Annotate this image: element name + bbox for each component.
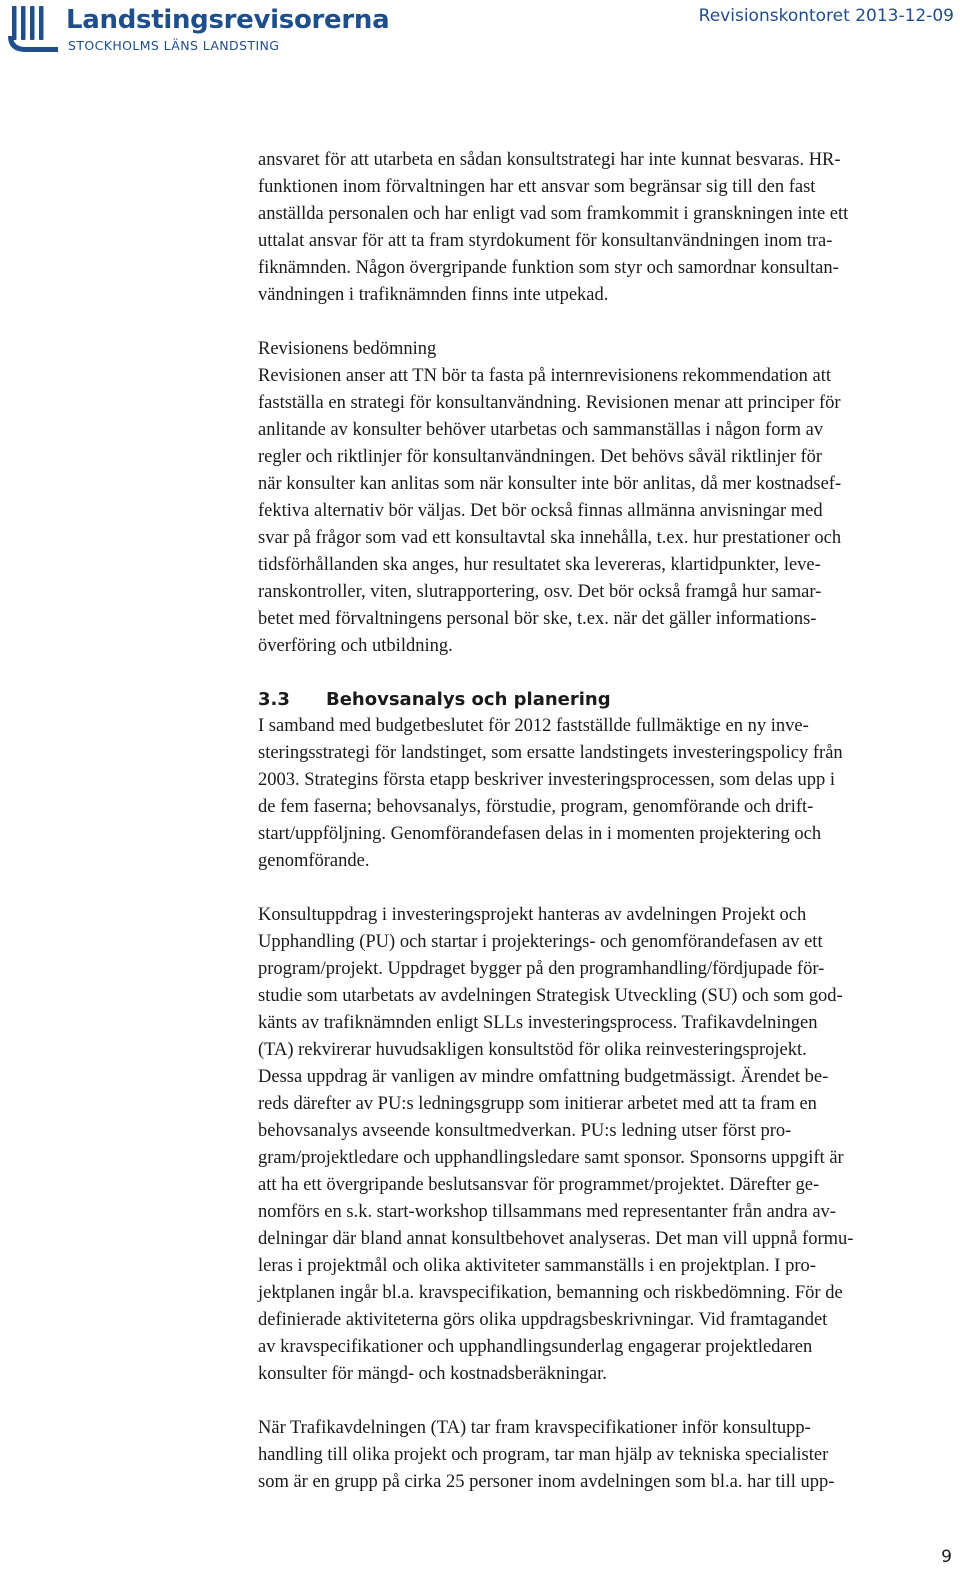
- text-line: att ha ett övergripande beslutsansvar för programmet/projektet. Därefter ge-: [258, 1175, 820, 1195]
- text-line: steringsstrategi för landstinget, som ersatte landstingets investeringspolicy från: [258, 743, 843, 763]
- text-line: 2003. Strategins första etapp beskriver investeringsprocessen, som delas upp i: [258, 770, 835, 790]
- text-line: uttalat ansvar för att ta fram styrdokument för konsultanvändningen inom tra-: [258, 231, 833, 251]
- text-line: jektplanen ingår bl.a. kravspecifikation, bemanning och riskbedömning. För de: [258, 1283, 843, 1303]
- text-line: tidsförhållanden ska anges, hur resultatet ska levereras, klartidpunkter, leve-: [258, 555, 821, 575]
- text-line: fiknämnden. Någon övergripande funktion som styr och samordnar konsultan-: [258, 258, 839, 278]
- text-line: överföring och utbildning.: [258, 636, 453, 656]
- text-line: behovsanalys avseende konsultmedverkan. PU:s ledning utser först pro-: [258, 1121, 792, 1141]
- text-line: Dessa uppdrag är vanligen av mindre omfattning budgetmässigt. Ärendet be-: [258, 1067, 829, 1087]
- paragraph-investment-strategy: [258, 713, 958, 875]
- assessment-title: Revisionens bedömning: [258, 339, 437, 359]
- text-line: (TA) rekvirerar huvudsakligen konsultstöd för olika reinvesteringsprojekt.: [258, 1040, 807, 1060]
- text-line: vändningen i trafiknämnden finns inte utpekad.: [258, 285, 609, 305]
- page-number: 9: [941, 1547, 952, 1567]
- paragraph-revision-assessment: [258, 336, 958, 660]
- text-line: av kravspecifikationer och upphandlingsunderlag engagerar projektledaren: [258, 1337, 813, 1357]
- text-line: definierade aktiviteterna görs olika uppdragsbeskrivningar. Vid framtagandet: [258, 1310, 828, 1330]
- document-body: [258, 147, 958, 1496]
- landstinget-logo-icon: [6, 6, 60, 54]
- text-line: Revisionen anser att TN bör ta fasta på internrevisionens rekommendation att: [258, 366, 831, 386]
- section-number: 3.3: [258, 689, 290, 710]
- text-line: När Trafikavdelningen (TA) tar fram kravspecifikationer inför konsultupp-: [258, 1418, 811, 1438]
- text-line: handling till olika projekt och program, tar man hjälp av tekniska specialister: [258, 1445, 829, 1465]
- text-line: funktionen inom förvaltningen har ett ansvar som begränsar sig till den fast: [258, 177, 816, 197]
- text-line: de fem faserna; behovsanalys, förstudie, program, genomförande och drift-: [258, 797, 814, 817]
- paragraph-consultant-strategy: [258, 147, 958, 309]
- office-date: Revisionskontoret 2013-12-09: [698, 6, 954, 26]
- text-line: ranskontroller, viten, slutrapportering, osv. Det bör också framgå hur samar-: [258, 582, 822, 602]
- text-line: Konsultuppdrag i investeringsprojekt hanteras av avdelningen Projekt och: [258, 905, 807, 925]
- text-line: studie som utarbetats av avdelningen Strategisk Utveckling (SU) och som god-: [258, 986, 843, 1006]
- text-line: program/projekt. Uppdraget bygger på den programhandling/fördjupade för-: [258, 959, 825, 979]
- text-line: svar på frågor som vad ett konsultavtal ska innehålla, t.ex. hur prestationer och: [258, 528, 842, 548]
- text-line: som är en grupp på cirka 25 personer inom avdelningen som bl.a. har till upp-: [258, 1472, 835, 1492]
- text-line: betet med förvaltningens personal bör ske, t.ex. när det gäller informations-: [258, 609, 817, 629]
- section-title: Behovsanalys och planering: [326, 689, 611, 710]
- text-line: anställda personalen och har enligt vad som framkommit i granskningen inte ett: [258, 204, 849, 224]
- org-subtitle: STOCKHOLMS LÄNS LANDSTING: [68, 38, 280, 53]
- text-line: reds därefter av PU:s ledningsgrupp som initierar arbetet med att ta fram en: [258, 1094, 817, 1114]
- section-heading: [258, 687, 958, 713]
- text-line: känts av trafiknämnden enligt SLLs investeringsprocess. Trafikavdelningen: [258, 1013, 818, 1033]
- text-line: när konsulter kan anlitas som när konsulter inte bör anlitas, då mer kostnadsef-: [258, 474, 842, 494]
- text-line: I samband med budgetbeslutet för 2012 fastställde fullmäktige en ny inve-: [258, 716, 809, 736]
- paragraph-traffic-department: [258, 1415, 958, 1496]
- page-header: [0, 0, 960, 70]
- paragraph-consultant-assignments: [258, 902, 958, 1388]
- text-line: konsulter för mängd- och kostnadsberäkningar.: [258, 1364, 607, 1384]
- text-line: nomförs en s.k. start-workshop tillsammans med representanter från andra av-: [258, 1202, 836, 1222]
- org-name: Landstingsrevisorerna: [66, 5, 390, 35]
- text-line: start/uppföljning. Genomförandefasen delas in i momenten projektering och: [258, 824, 822, 844]
- text-line: leras i projektmål och olika aktiviteter sammanställs i en projektplan. I pro-: [258, 1256, 816, 1276]
- text-line: delningar där bland annat konsultbehovet analyseras. Det man vill uppnå formu-: [258, 1229, 854, 1249]
- text-line: fastställa en strategi för konsultanvändning. Revisionen menar att principer för: [258, 393, 841, 413]
- text-line: ansvaret för att utarbeta en sådan konsultstrategi har inte kunnat besvaras. HR-: [258, 150, 841, 170]
- text-line: genomförande.: [258, 851, 370, 871]
- text-line: gram/projektledare och upphandlingsledare samt sponsor. Sponsorns uppgift är: [258, 1148, 844, 1168]
- text-line: regler och riktlinjer för konsultanvändningen. Det behövs såväl riktlinjer för: [258, 447, 823, 467]
- text-line: anlitande av konsulter behöver utarbetas och sammanställas i någon form av: [258, 420, 824, 440]
- text-line: fektiva alternativ bör väljas. Det bör också finnas allmänna anvisningar med: [258, 501, 823, 521]
- text-line: Upphandling (PU) och startar i projekterings- och genomförandefasen av ett: [258, 932, 823, 952]
